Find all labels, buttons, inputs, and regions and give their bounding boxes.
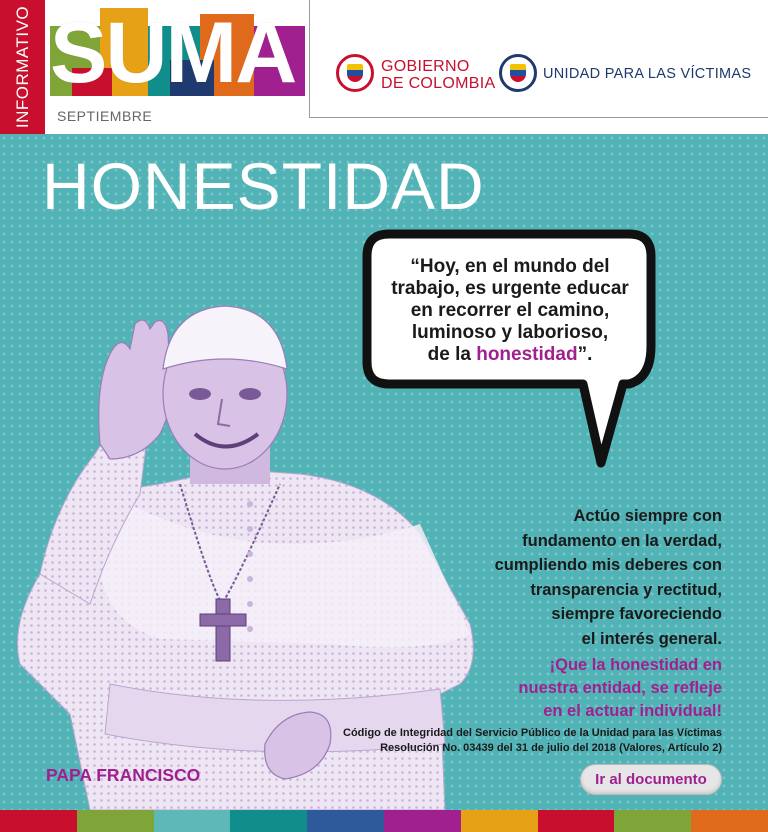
edition-month: SEPTIEMBRE	[57, 108, 153, 124]
color-stripe	[614, 810, 691, 832]
quote-line: en recorrer el camino,	[410, 300, 610, 321]
value-line: siempre favoreciendo	[551, 605, 722, 623]
code-line: Código de Integridad del Servicio Público de la Unidad para las Víctimas	[343, 727, 722, 739]
value-description	[450, 504, 722, 651]
color-stripe	[384, 810, 461, 832]
newsletter-header	[0, 0, 768, 134]
pope-quote	[368, 256, 652, 366]
informativo-label: INFORMATIVO	[12, 5, 32, 129]
slogan-line: en el actuar individual!	[543, 702, 722, 720]
quote-line: luminoso y laborioso,	[411, 322, 609, 343]
color-stripe	[461, 810, 538, 832]
quote-line: “Hoy, en el mundo del	[410, 256, 610, 277]
honestidad-poster	[0, 134, 768, 810]
value-line: transparencia y rectitud,	[530, 580, 722, 599]
color-stripe	[154, 810, 231, 832]
gobierno-line1: GOBIERNO	[381, 58, 470, 75]
value-line: fundamento en la verdad,	[522, 531, 722, 550]
quote-highlight: honestidad	[476, 344, 578, 365]
government-logos	[309, 0, 768, 118]
colombia-shield-icon	[336, 54, 374, 92]
slogan-line: ¡Que la honestidad en	[549, 656, 722, 674]
footer-color-bar	[0, 810, 768, 832]
quote-suffix: ”.	[577, 344, 593, 365]
unidad-shield-icon	[499, 54, 537, 92]
informativo-tag	[0, 0, 45, 134]
quote-line: trabajo, es urgente educar	[391, 278, 629, 299]
color-stripe	[77, 810, 154, 832]
gobierno-line2: DE COLOMBIA	[381, 75, 496, 92]
value-line: el interés general.	[581, 629, 722, 648]
color-stripe	[691, 810, 768, 832]
open-document-button[interactable]: Ir al documento	[580, 764, 722, 795]
poster-title: HONESTIDAD	[42, 149, 485, 223]
integrity-code-reference	[320, 726, 722, 756]
color-stripe	[538, 810, 615, 832]
resolution-line: Resolución No. 03439 del 31 de julio del 2018 (Valores, Artículo 2)	[380, 742, 722, 754]
suma-logo	[50, 5, 305, 101]
quote-line	[368, 344, 652, 366]
honestidad-slogan	[470, 654, 722, 723]
color-stripe	[230, 810, 307, 832]
suma-wordmark: SUMA	[50, 5, 296, 101]
quote-author: PAPA FRANCISCO	[46, 765, 201, 785]
slogan-line: nuestra entidad, se refleje	[518, 679, 722, 697]
color-stripe	[0, 810, 77, 832]
unidad-victimas-logo-text: UNIDAD PARA LAS VÍCTIMAS	[543, 66, 752, 82]
value-line: Actúo siempre con	[573, 507, 722, 525]
gobierno-logo-text	[381, 58, 495, 92]
color-stripe	[307, 810, 384, 832]
quote-prefix: de la	[427, 344, 477, 365]
value-line: cumpliendo mis deberes con	[494, 556, 722, 574]
